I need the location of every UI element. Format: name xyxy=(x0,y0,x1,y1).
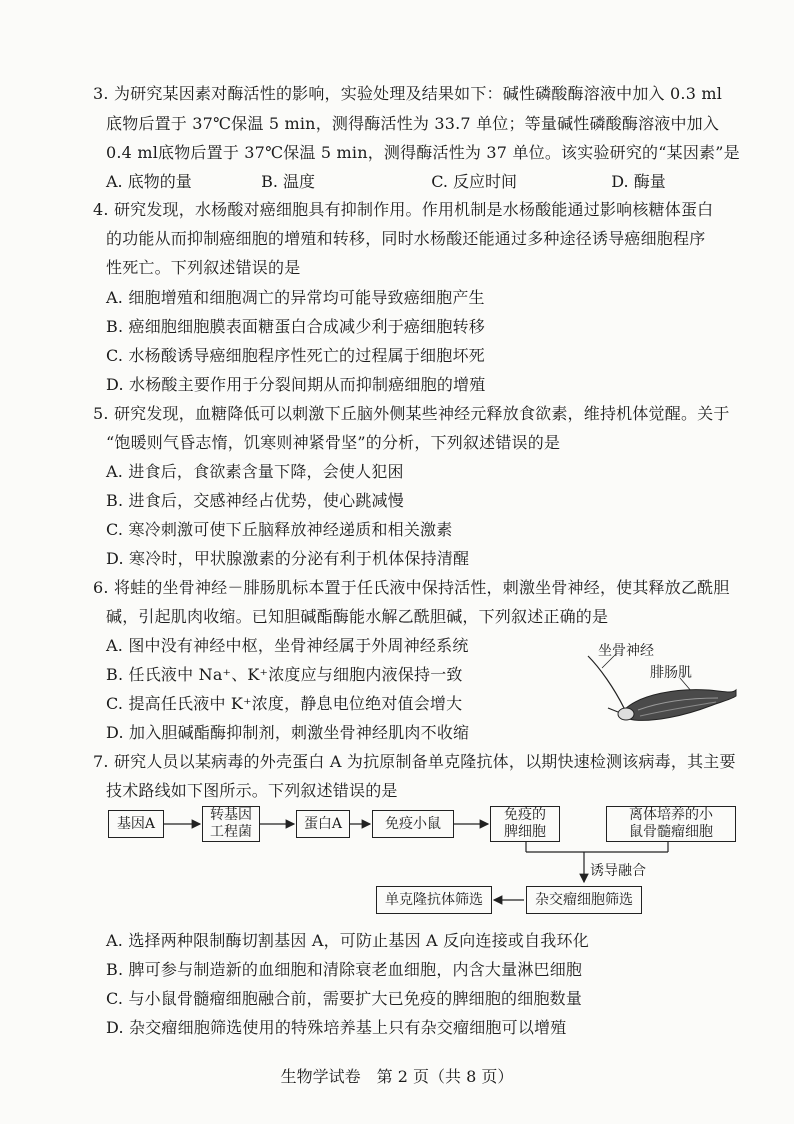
q5-option-b: B. 进食后，交感神经占优势，使心跳减慢 xyxy=(106,491,404,510)
q4-stem-line-3: 性死亡。下列叙述错误的是 xyxy=(106,258,301,277)
q5-stem-line-2: “饱暖则气昏志惰，饥寒则神紧骨坚”的分析，下列叙述错误的是 xyxy=(106,433,561,452)
gastrocnemius-label: 腓肠肌 xyxy=(650,665,692,681)
q7-option-d: D. 杂交瘤细胞筛选使用的特殊培养基上只有杂交瘤细胞可以增殖 xyxy=(106,1018,567,1037)
q5-option-c: C. 寒冷刺激可使下丘脑释放神经递质和相关激素 xyxy=(106,520,453,539)
nerve-pointer-line xyxy=(602,654,616,668)
q6-option-d: D. 加入胆碱酯酶抑制剂，刺激坐骨神经肌肉不收缩 xyxy=(106,723,470,742)
q6-stem-line-2: 碱，引起肌肉收缩。已知胆碱酯酶能水解乙酰胆碱，下列叙述正确的是 xyxy=(106,607,609,626)
myeloma-cells-box xyxy=(606,806,736,842)
myeloma-label-1: 离体培养的小 xyxy=(629,807,713,823)
spleen-label-2: 脾细胞 xyxy=(504,824,546,840)
spleen-cells-box xyxy=(490,806,560,842)
femur-stub xyxy=(608,708,618,712)
q3-stem-line-3: 0.4 ml底物后置于 37℃保温 5 min，测得酶活性为 37 单位。该实验研究的“某因素”是 xyxy=(106,143,740,162)
induced-fusion-label: 诱导融合 xyxy=(590,863,646,879)
q7-stem-line-1: 7. 研究人员以某病毒的外壳蛋白 A 为抗原制备单克隆抗体，以期快速检测该病毒，其主要 xyxy=(93,752,736,771)
q7-option-c: C. 与小鼠骨髓瘤细胞融合前，需要扩大已免疫的脾细胞的细胞数量 xyxy=(106,989,583,1008)
q3-options xyxy=(106,172,666,192)
q6-option-b: B. 任氏液中 Na⁺、K⁺浓度应与细胞内液保持一致 xyxy=(106,665,463,684)
q4-stem-line-1: 4. 研究发现，水杨酸对癌细胞具有抑制作用。作用机制是水杨酸能通过影响核糖体蛋白 xyxy=(93,200,714,219)
q6-option-c: C. 提高任氏液中 K⁺浓度，静息电位绝对值会增大 xyxy=(106,694,463,713)
q5-option-d: D. 寒冷时，甲状腺激素的分泌有利于机体保持清醒 xyxy=(106,549,470,568)
hybridoma-screening-box: 杂交瘤细胞筛选 xyxy=(526,886,642,914)
q3-option-a: A. 底物的量 xyxy=(106,172,192,191)
q5-option-a: A. 进食后，食欲素含量下降，会使人犯困 xyxy=(106,462,404,481)
q3-stem-line-2: 底物后置于 37℃保温 5 min，测得酶活性为 33.7 单位；等量碱性磷酸酶溶液中加入 xyxy=(106,114,720,133)
q3-option-d: D. 酶量 xyxy=(611,172,666,191)
knee-bone xyxy=(618,708,634,720)
myeloma-label-2: 鼠骨髓瘤细胞 xyxy=(629,824,713,840)
transgenic-bacteria-box xyxy=(202,806,260,842)
q3-stem-line-1: 3. 为研究某因素对酶活性的影响，实验处理及结果如下：碱性磷酸酶溶液中加入 0.3 ml xyxy=(93,84,723,103)
q6-option-a: A. 图中没有神经中枢，坐骨神经属于外周神经系统 xyxy=(106,636,469,655)
q4-option-c: C. 水杨酸诱导癌细胞程序性死亡的过程属于细胞坏死 xyxy=(106,346,485,365)
spleen-label-1: 免疫的 xyxy=(504,807,546,823)
q4-option-d: D. 水杨酸主要作用于分裂间期从而抑制癌细胞的增殖 xyxy=(106,375,486,394)
q6-stem-line-1: 6. 将蛙的坐骨神经－腓肠肌标本置于任氏液中保持活性，刺激坐骨神经，使其释放乙酰胆 xyxy=(93,578,730,597)
transgenic-label-1: 转基因 xyxy=(210,807,252,823)
immunized-mouse-box: 免疫小鼠 xyxy=(372,810,454,838)
antibody-flowchart xyxy=(108,804,748,920)
q7-option-b: B. 脾可参与制造新的血细胞和清除衰老血细胞，内含大量淋巴细胞 xyxy=(106,960,583,979)
page-footer: 生物学试卷 第 2 页（共 8 页） xyxy=(280,1067,514,1086)
transgenic-label-2: 工程菌 xyxy=(210,824,252,840)
q4-option-a: A. 细胞增殖和细胞凋亡的异常均可能导致癌细胞产生 xyxy=(106,288,485,307)
q7-option-a: A. 选择两种限制酶切割基因 A，可防止基因 A 反向连接或自我环化 xyxy=(106,931,589,950)
q5-stem-line-1: 5. 研究发现，血糖降低可以刺激下丘脑外侧某些神经元释放食欲素，维持机体觉醒。关于 xyxy=(93,404,730,423)
monoclonal-antibody-screening-box: 单克隆抗体筛选 xyxy=(376,886,492,914)
q4-option-b: B. 癌细胞细胞膜表面糖蛋白合成减少利于癌细胞转移 xyxy=(106,317,485,336)
gene-a-box: 基因A xyxy=(108,810,164,838)
q3-option-c: C. 反应时间 xyxy=(431,172,518,191)
q3-option-b: B. 温度 xyxy=(261,172,316,191)
q4-stem-line-2: 的功能从而抑制癌细胞的增殖和转移，同时水杨酸还能通过多种途径诱导癌细胞程序 xyxy=(106,229,706,248)
sciatic-nerve-label: 坐骨神经 xyxy=(598,643,654,659)
protein-a-box: 蛋白A xyxy=(296,810,350,838)
nerve-muscle-specimen-figure xyxy=(580,650,740,730)
q7-stem-line-2: 技术路线如下图所示。下列叙述错误的是 xyxy=(106,781,398,800)
sciatic-nerve xyxy=(588,656,630,714)
